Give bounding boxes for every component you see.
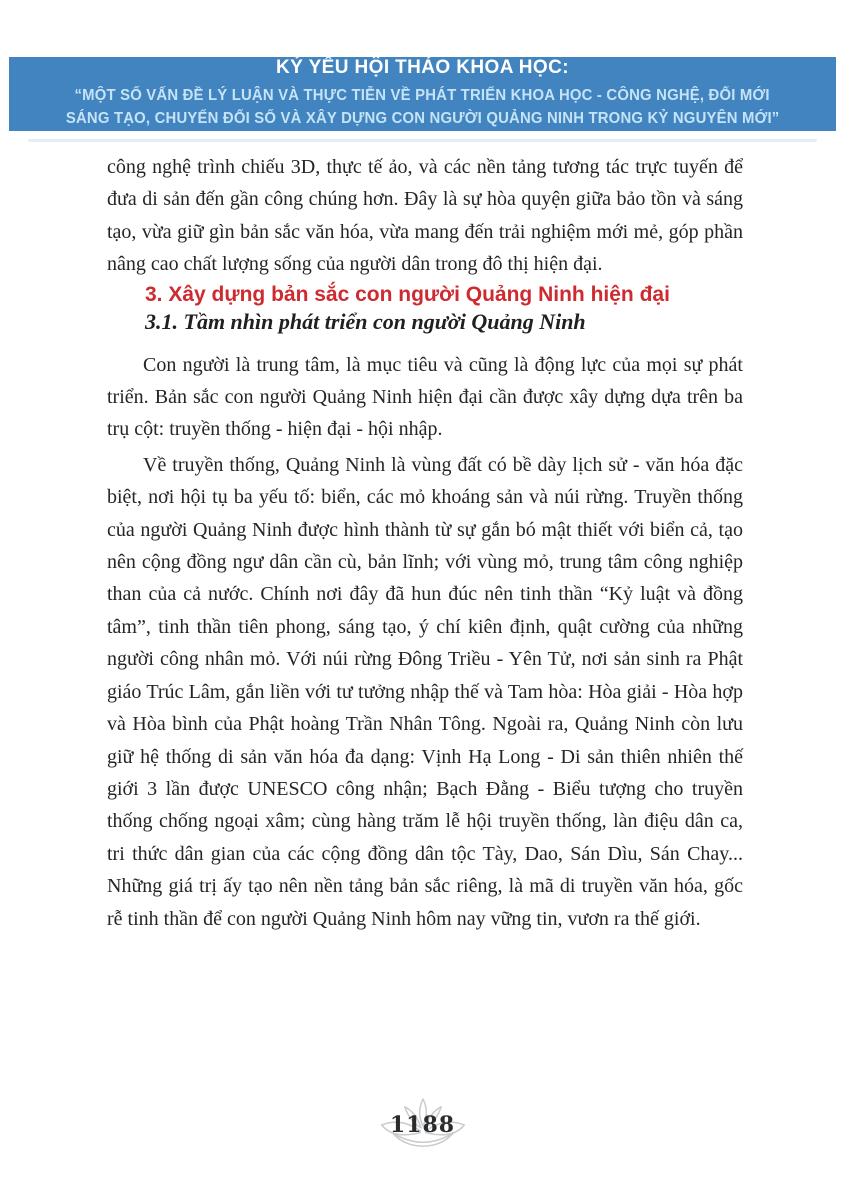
header-subtitle-line-2: SÁNG TẠO, CHUYỂN ĐỔI SỐ VÀ XÂY DỰNG CON NGƯỜI QUẢNG NINH TRONG KỶ NGUYÊN MỚI” <box>65 110 780 127</box>
section-heading: 3. Xây dựng bản sắc con người Quảng Ninh hiện đại <box>145 282 670 306</box>
header-band <box>9 57 836 131</box>
paragraph-continuation: công nghệ trình chiếu 3D, thực tế ảo, và các nền tảng tương tác trực tuyến để đưa di sản đến gần công chúng hơn. Đây là sự hòa quyện giữa bảo tồn và sáng tạo, vừa giữ gìn bản sắc văn hóa, vừa mang đến trải nghiệm mới mẻ, góp phần nâng cao chất lượng sống của người dân trong đô thị hiện đại. <box>107 156 743 276</box>
page-number: 1188 <box>389 1112 456 1138</box>
header-band-shadow <box>28 139 817 142</box>
page-body <box>107 151 743 935</box>
page-number-ornament <box>375 1096 471 1154</box>
header-title: KỶ YẾU HỘI THẢO KHOA HỌC: <box>276 57 569 78</box>
subsection-heading: 3.1. Tầm nhìn phát triển con người Quảng Ninh <box>145 308 586 334</box>
paragraph: Con người là trung tâm, là mục tiêu và cũng là động lực của mọi sự phát triển. Bản sắc con người Quảng Ninh hiện đại cần được xây dựng dựa trên ba trụ cột: truyền thống - hiện đại - hội nhập. <box>107 353 743 441</box>
header-subtitle-line-1: “MỘT SỐ VẤN ĐỀ LÝ LUẬN VÀ THỰC TIỄN VỀ PHÁT TRIỂN KHOA HỌC - CÔNG NGHỆ, ĐỔI MỚI <box>74 87 771 104</box>
paragraph: Về truyền thống, Quảng Ninh là vùng đất có bề dày lịch sử - văn hóa đặc biệt, nơi hội tụ ba yếu tố: biển, các mỏ khoáng sản và núi rừng. Truyền thống của người Quảng Ninh được hình thành từ sự gắn bó mật thiết với biển cả, tạo nên cộng đồng ngư dân cần cù, bản lĩnh; với vùng mỏ, trung tâm công nghiệp than của cả nước. Chính nơi đây đã hun đúc nên tinh thần “Kỷ luật và đồng tâm”, tinh thần tiên phong, sáng tạo, ý chí kiên định, quật cường của những người công nhân mỏ. Với núi rừng Đông Triều - Yên Tử, nơi sản sinh ra Phật giáo Trúc Lâm, gắn liền với tư tưởng nhập thế và Tam hòa: Hòa giải - Hòa hợp và Hòa bình của Phật hoàng Trần Nhân Tông. Ngoài ra, Quảng Ninh còn lưu giữ hệ thống di sản văn hóa đa dạng: Vịnh Hạ Long - Di sản thiên nhiên thế giới 3 lần được UNESCO công nhận; Bạch Đằng - Biểu tượng cho truyền thống chống ngoại xâm; cùng hàng trăm lễ hội truyền thống, làn điệu dân ca, tri thức dân gian của các cộng đồng dân tộc Tày, Dao, Sán Dìu, Sán Chay... Những giá trị ấy tạo nên nền tảng bản sắc riêng, là mã di truyền văn hóa, gốc rễ tinh thần để con người Quảng Ninh hôm nay vững tin, vươn ra thế giới. <box>107 453 743 930</box>
page-footer <box>0 1096 845 1154</box>
